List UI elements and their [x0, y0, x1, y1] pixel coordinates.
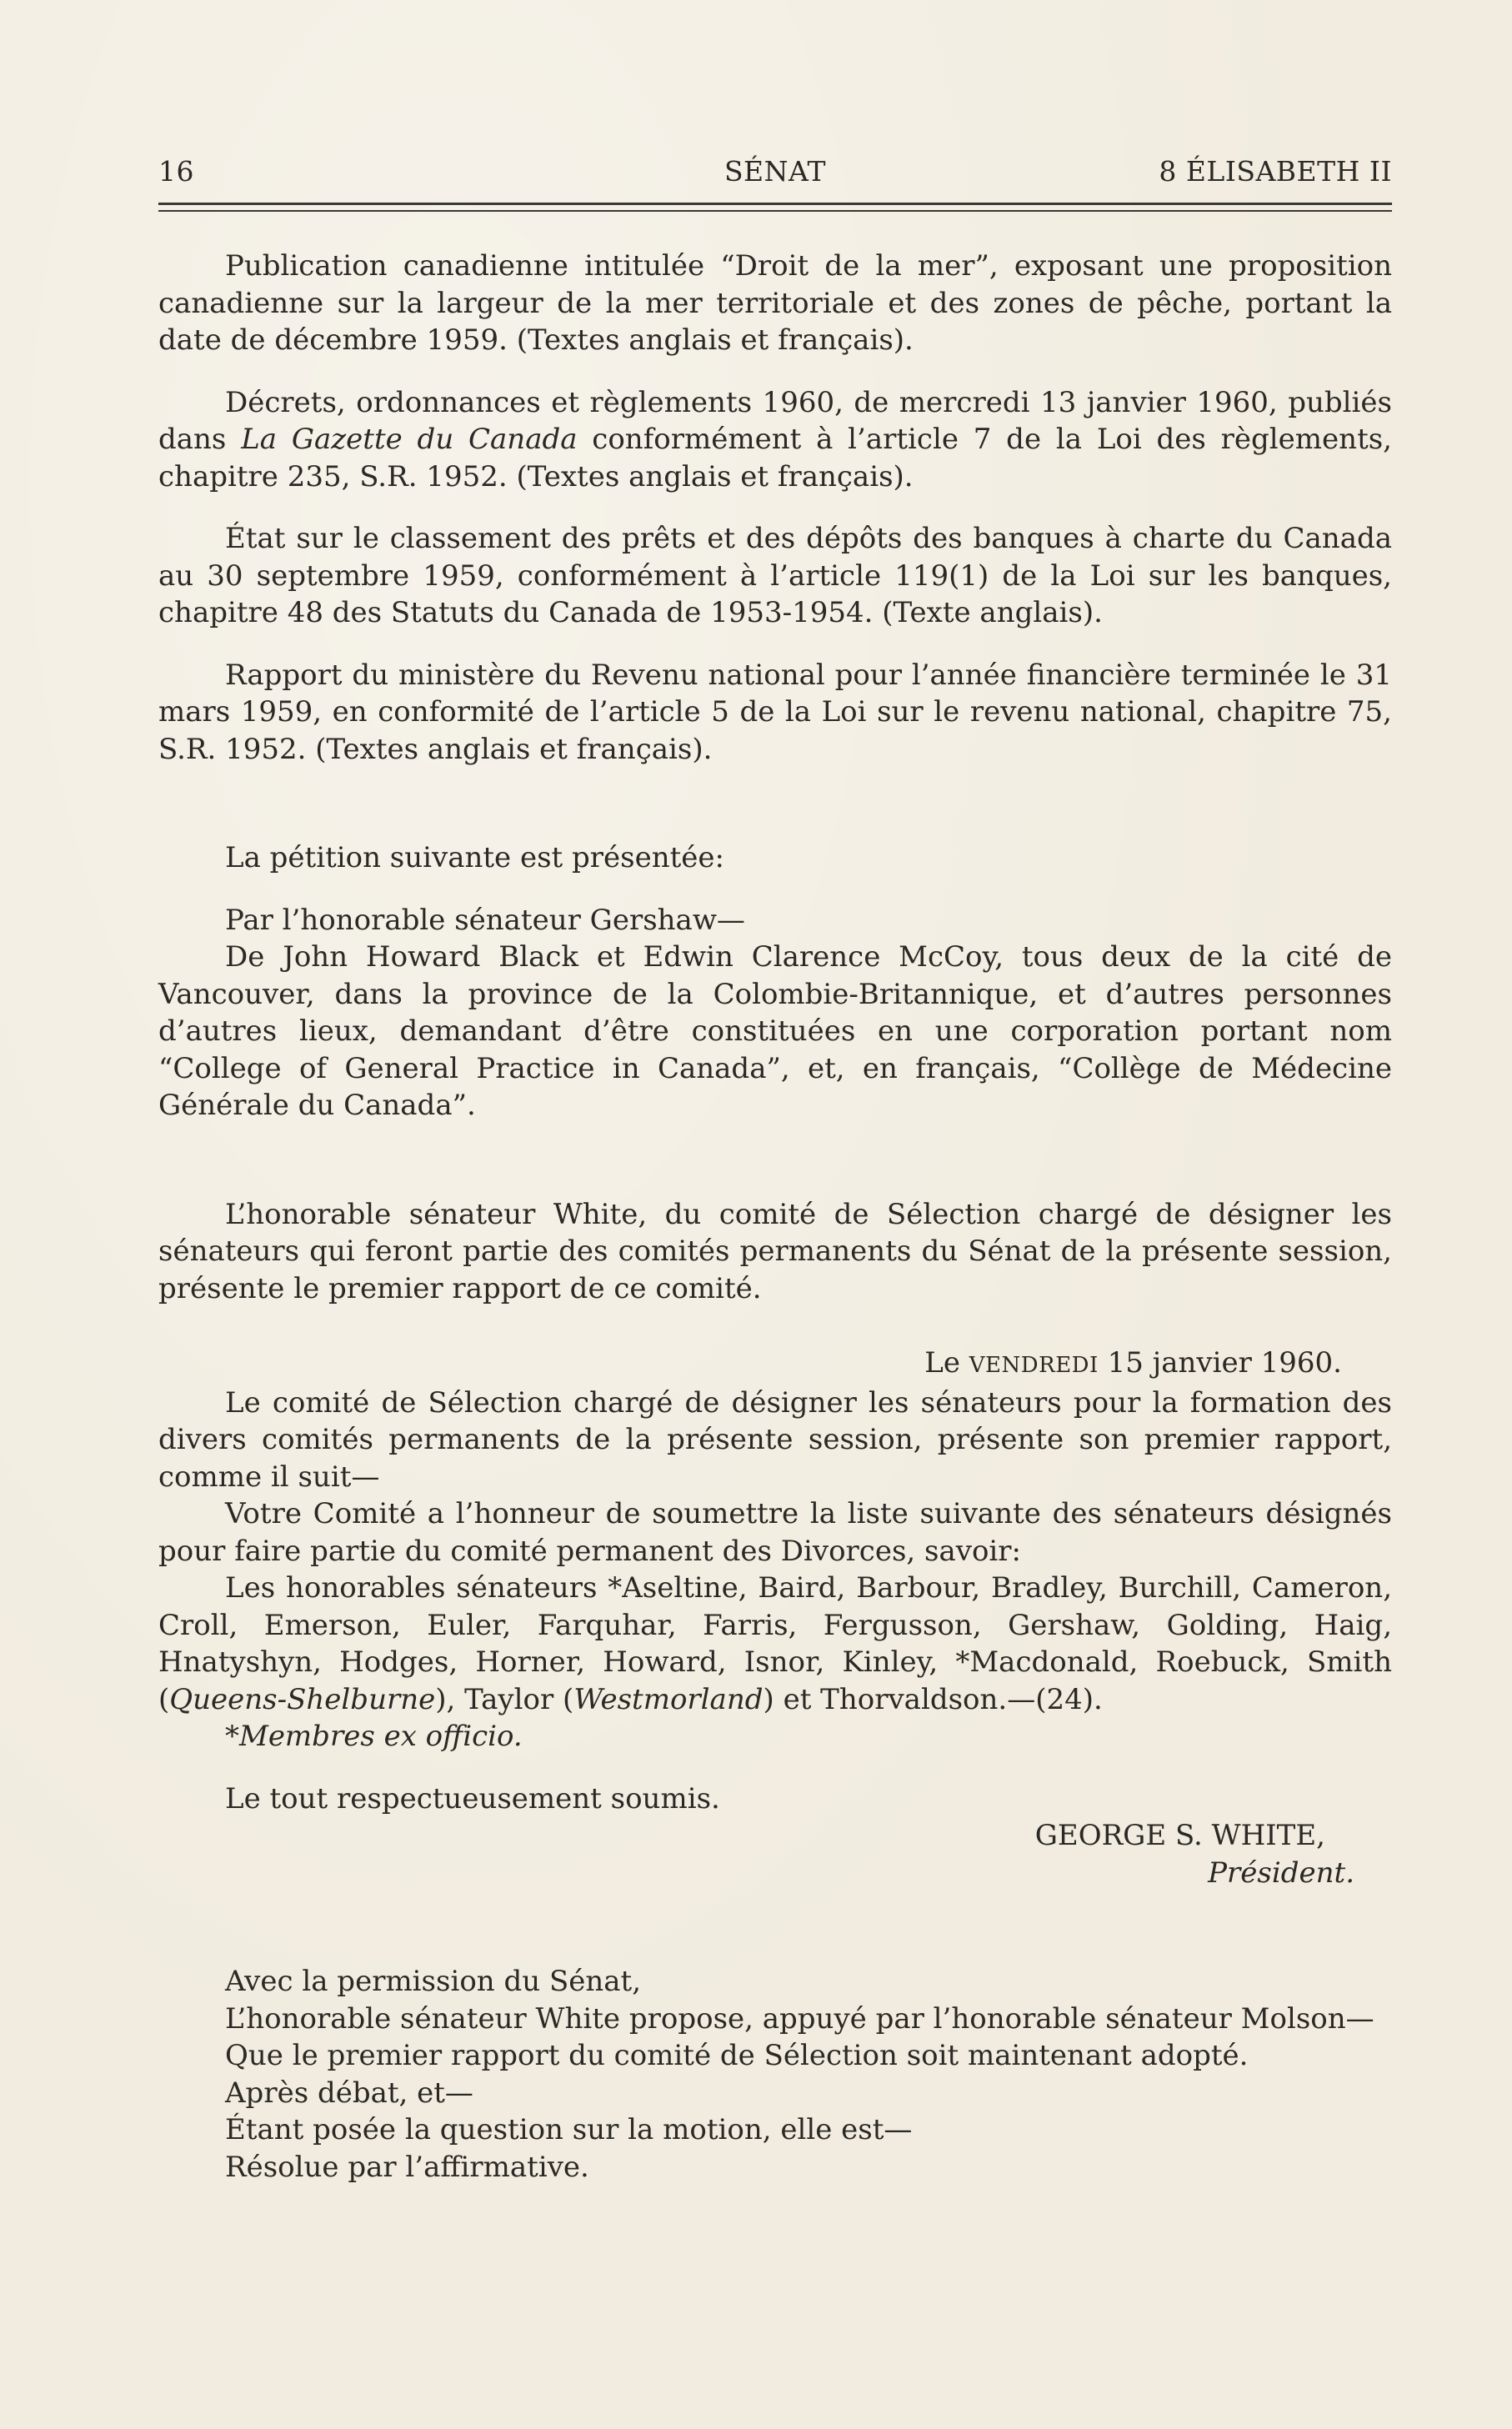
motion-permission: Avec la permission du Sénat, — [225, 1965, 642, 1998]
ex-officio-note — [158, 1718, 1392, 1755]
report-honour: Votre Comité a l’honneur de soumettre la liste suivante des sénateurs désignés pour faire partie du comité permanent des Divorces, savoir: — [158, 1497, 1392, 1568]
report-intro: Le comité de Sélection chargé de désigner les sénateurs pour la formation des divers comités permanents de la présente session, présente son premier rapport, comme il suit— — [158, 1385, 1392, 1494]
gazette-title: La Gazette du Canada — [241, 423, 578, 456]
ex-officio-text: *Membres ex officio. — [225, 1720, 523, 1753]
date-rest: 15 janvier 1960. — [1107, 1346, 1342, 1380]
paragraph-law-of-the-sea: Publication canadienne intitulée “Droit de la mer”, exposant une proposition canadienne sur la largeur de la mer territoriale et des zones de pêche, portant la date de décembre 1959. (Textes anglais et français). — [158, 249, 1392, 357]
senators-list — [158, 1570, 1392, 1718]
riding-queens-shelburne: Queens-Shelburne — [169, 1682, 436, 1716]
petition-intro: La pétition suivante est présentée: — [225, 841, 724, 874]
report-date — [158, 1345, 1392, 1385]
date-weekday: VENDREDI — [969, 1353, 1099, 1378]
motion-debate: Après débat, et— — [225, 2076, 473, 2110]
paragraph-revenue-report: Rapport du ministère du Revenu national pour l’année financière terminée le 31 mars 1959, en conformité de l’article 5 de la Loi sur le revenu national, chapitre 75, S.R. 1952. (Textes anglais et français). — [158, 658, 1392, 766]
petition-sponsor: Par l’honorable sénateur Gershaw— — [225, 903, 745, 937]
motion-proposal: L’honorable sénateur White propose, appuyé par l’honorable sénateur Molson— — [225, 2001, 1374, 2036]
report-presentation: L’honorable sénateur White, du comité de Sélection chargé de désigner les sénateurs qui feront partie des comités permanents du Sénat de la présente session, présente le premier rapport de ce comité. — [158, 1197, 1392, 1305]
senators-list-a: Les honorables sénateurs *Aseltine, Baird, Barbour, Bradley, Burchill, Cameron, Croll, Emerson, Euler, Farquhar, Farris, Fergusson, Gershaw, Golding, Haig, Hnatyshyn, Hodges, Horner, Howard, Isnor, Kinley, *Macdonald, Roebuck, Smith ( — [158, 1571, 1392, 1716]
motion-adopt: Que le premier rapport du comité de Sélection soit maintenant adopté. — [225, 2039, 1249, 2072]
senators-list-b: ), Taylor ( — [435, 1682, 574, 1716]
regnal-year: 8 ÉLISABETH II — [1159, 155, 1392, 188]
petition-text: De John Howard Black et Edwin Clarence McCoy, tous deux de la cité de Vancouver, dans la province de la Colombie-Britannique, et d’autres personnes d’autres lieux, demandant d’être constituées en une corporation portant nom “College of General Practice in Canada”, et, en français, “Collège de Médecine Générale du Canada”. — [158, 940, 1392, 1122]
senators-list-c: ) et Thorvaldson.—(24). — [763, 1682, 1103, 1716]
page-body — [158, 248, 1392, 2186]
header-rule-top — [158, 203, 1392, 205]
paragraph-regulations — [158, 384, 1392, 496]
page-header — [158, 155, 1392, 197]
report-closing: Le tout respectueusement soumis. — [225, 1781, 720, 1815]
riding-westmorland: Westmorland — [573, 1682, 764, 1716]
page-title: SÉNAT — [723, 155, 827, 188]
date-le: Le — [924, 1346, 960, 1380]
motion-resolved: Résolue par l’affirmative. — [225, 2150, 589, 2184]
motion-question: Étant posée la question sur la motion, elle est— — [225, 2113, 913, 2146]
regulations-text-a: Décrets, ordonnances et règlements 1960, de mercredi 13 janvier 1960, publiés dans — [158, 385, 1392, 456]
header-rule-bottom — [158, 210, 1392, 212]
page-number: 16 — [158, 155, 194, 188]
signature-name: GEORGE S. WHITE, — [1034, 1819, 1325, 1852]
regulations-text-b: conformément à l’article 7 de la Loi des règlements, chapitre 235, S.R. 1952. (Textes anglais et français). — [158, 423, 1392, 493]
signature-title: Président. — [1208, 1856, 1354, 1890]
paragraph-bank-statement: État sur le classement des prêts et des dépôts des banques à charte du Canada au 30 septembre 1959, conformément à l’article 119(1) de la Loi sur les banques, chapitre 48 des Statuts du Canada de 1953-1954. (Texte anglais). — [158, 522, 1392, 629]
